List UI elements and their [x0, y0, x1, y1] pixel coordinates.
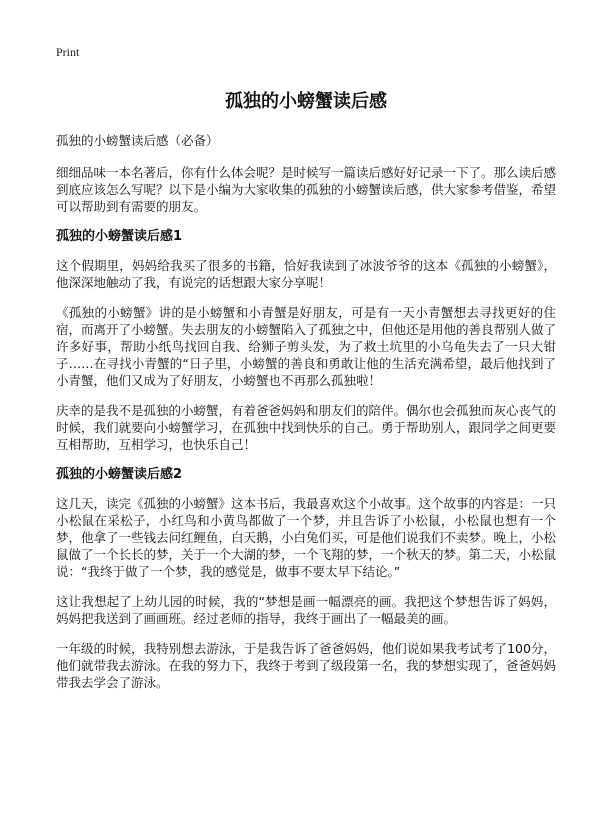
section-2-paragraph-1: 这几天，读完《孤独的小螃蟹》这本书后，我最喜欢这个小故事。这个故事的内容是：一只小松鼠在采松子，小红鸟和小黄鸟都做了一个梦，并且告诉了小松鼠，小松鼠也想有一个梦，他拿了一些钱去问红鲤鱼，白天鹅，小白兔们买，可是他们说我们不卖梦。晚上，小松鼠做了一个长长的梦，关于一个大湖的梦，一个飞翔的梦，一个秋天的梦。第二天，小松鼠说：“我终于做了一个梦，我的感觉是，做事不要太早下结论。”: [56, 496, 557, 579]
section-heading-2: 孤独的小螃蟹读后感2: [56, 467, 183, 482]
intro-paragraph: 细细品味一本名著后，你有什么体会呢？是时候写一篇读后感好好记录一下了。那么读后感到底应该怎么写呢？以下是小编为大家收集的孤独的小螃蟹读后感，供大家参考借鉴，希望可以帮助到有需要的朋友。: [56, 165, 557, 214]
section-heading-1: 孤独的小螃蟹读后感1: [56, 229, 183, 244]
section-2-paragraph-2: 这让我想起了上幼儿园的时候，我的“梦想是画一幅漂亮的画。我把这个梦想告诉了妈妈，妈妈把我送到了画画班。经过老师的指导，我终于画出了一幅最美的画。: [56, 594, 556, 626]
section-2-paragraph-3: 一年级的时候，我特别想去游泳，于是我告诉了爸爸妈妈，他们说如果我考试考了100分，他们就带我去游泳。在我的努力下，我终于考到了级段第一名，我的梦想实现了，爸爸妈妈带我去学会了游泳。: [56, 641, 557, 690]
article-subtitle: 孤独的小螃蟹读后感（必备）: [56, 133, 219, 148]
print-link[interactable]: Print: [56, 45, 80, 59]
section-1-paragraph-2: 《孤独的小螃蟹》讲的是小螃蟹和小青蟹是好朋友，可是有一天小青蟹想去寻找更好的住宿，而离开了小螃蟹。失去朋友的小螃蟹陷入了孤独之中，但他还是用他的善良帮别人做了许多好事，帮助小纸鸟找回自我、给狮子剪头发，为了救土坑里的小乌龟失去了一只大钳子……在寻找小青蟹的“日子里，小螃蟹的善良和勇敢让他的生活充满希望，最后他找到了小青蟹，他们又成为了好朋友，小螃蟹也不再那么孤独啦！: [56, 305, 557, 388]
section-1-paragraph-3: 庆幸的是我不是孤独的小螃蟹，有着爸爸妈妈和朋友们的陪伴。偶尔也会孤独而灰心丧气的时候，我们就要向小螃蟹学习，在孤独中找到快乐的自己。勇于帮助别人，跟同学之间更要互相帮助，互相学习，也快乐自己！: [56, 403, 557, 452]
page-title: 孤独的小螃蟹读后感: [225, 91, 387, 112]
section-1-paragraph-1: 这个假期里，妈妈给我买了很多的书籍，恰好我读到了冰波爷爷的这本《孤独的小螃蟹》，他深深地触动了我，有说完的话想跟大家分享呢！: [56, 258, 556, 290]
